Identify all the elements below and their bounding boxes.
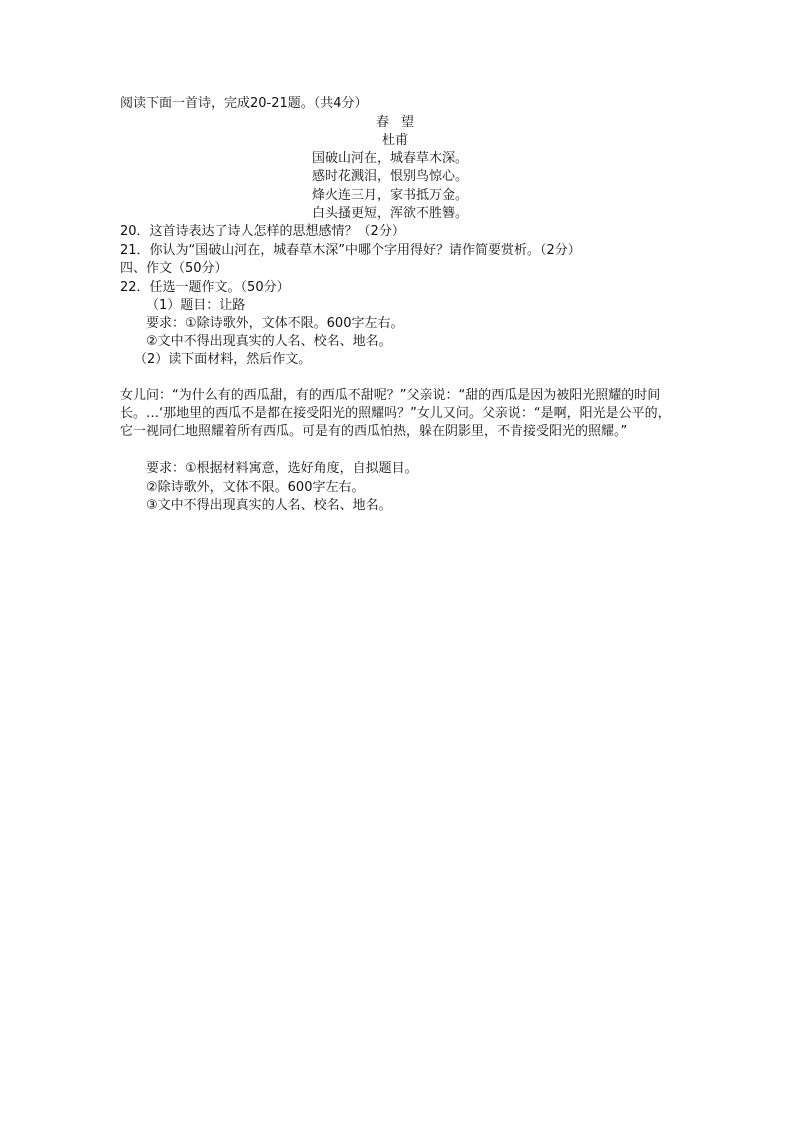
option-2-heading: （2）读下面材料，然后作文。	[134, 352, 312, 367]
poem-line-2: 感时花溅泪，恨别鸟惊心。	[312, 169, 469, 184]
poem-title: 春望	[376, 115, 427, 130]
question-22: 22．任选一题作文。（50分）	[120, 280, 290, 295]
option-2-requirement-2: ②除诗歌外，文体不限。600字左右。	[146, 480, 365, 495]
poem-line-3: 烽火连三月，家书抵万金。	[312, 188, 469, 203]
question-20: 20．这首诗表达了诗人怎样的思想感情？（2分）	[120, 224, 405, 239]
poem-author: 杜甫	[382, 133, 409, 148]
option-1-heading: （1）题目：让路	[146, 298, 246, 313]
option-2-material: 女儿问：“为什么有的西瓜甜，有的西瓜不甜呢？”父亲说：“甜的西瓜是因为被阳光照耀的时间长。…‘那地里的西瓜不是都在接受阳光的照耀吗？”女儿又问。父亲说：“是啊，阳光是公平的，它一视同仁地照耀着所有西瓜。可是有的西瓜怕热，躲在阴影里，不肯接受阳光的照耀。”	[120, 388, 671, 439]
option-2-requirement-1: 要求：①根据材料寓意，选好角度，自拟题目。	[146, 461, 418, 476]
option-1-requirement-1: 要求：①除诗歌外，文体不限。600字左右。	[146, 316, 404, 331]
option-2-requirement-3: ③文中不得出现真实的人名、校名、地名。	[146, 498, 392, 513]
poem-line-1: 国破山河在，城春草木深。	[312, 151, 469, 166]
section-heading-composition: 四、作文（50分）	[120, 261, 228, 276]
poem-line-4: 白头搔更短，浑欲不胜簪。	[312, 206, 469, 221]
question-21: 21．你认为“国破山河在，城春草木深”中哪个字用得好？请作简要赏析。（2分）	[120, 243, 581, 258]
option-1-requirement-2: ②文中不得出现真实的人名、校名、地名。	[146, 334, 392, 349]
reading-intro: 阅读下面一首诗，完成20-21题。（共4分）	[120, 96, 368, 111]
